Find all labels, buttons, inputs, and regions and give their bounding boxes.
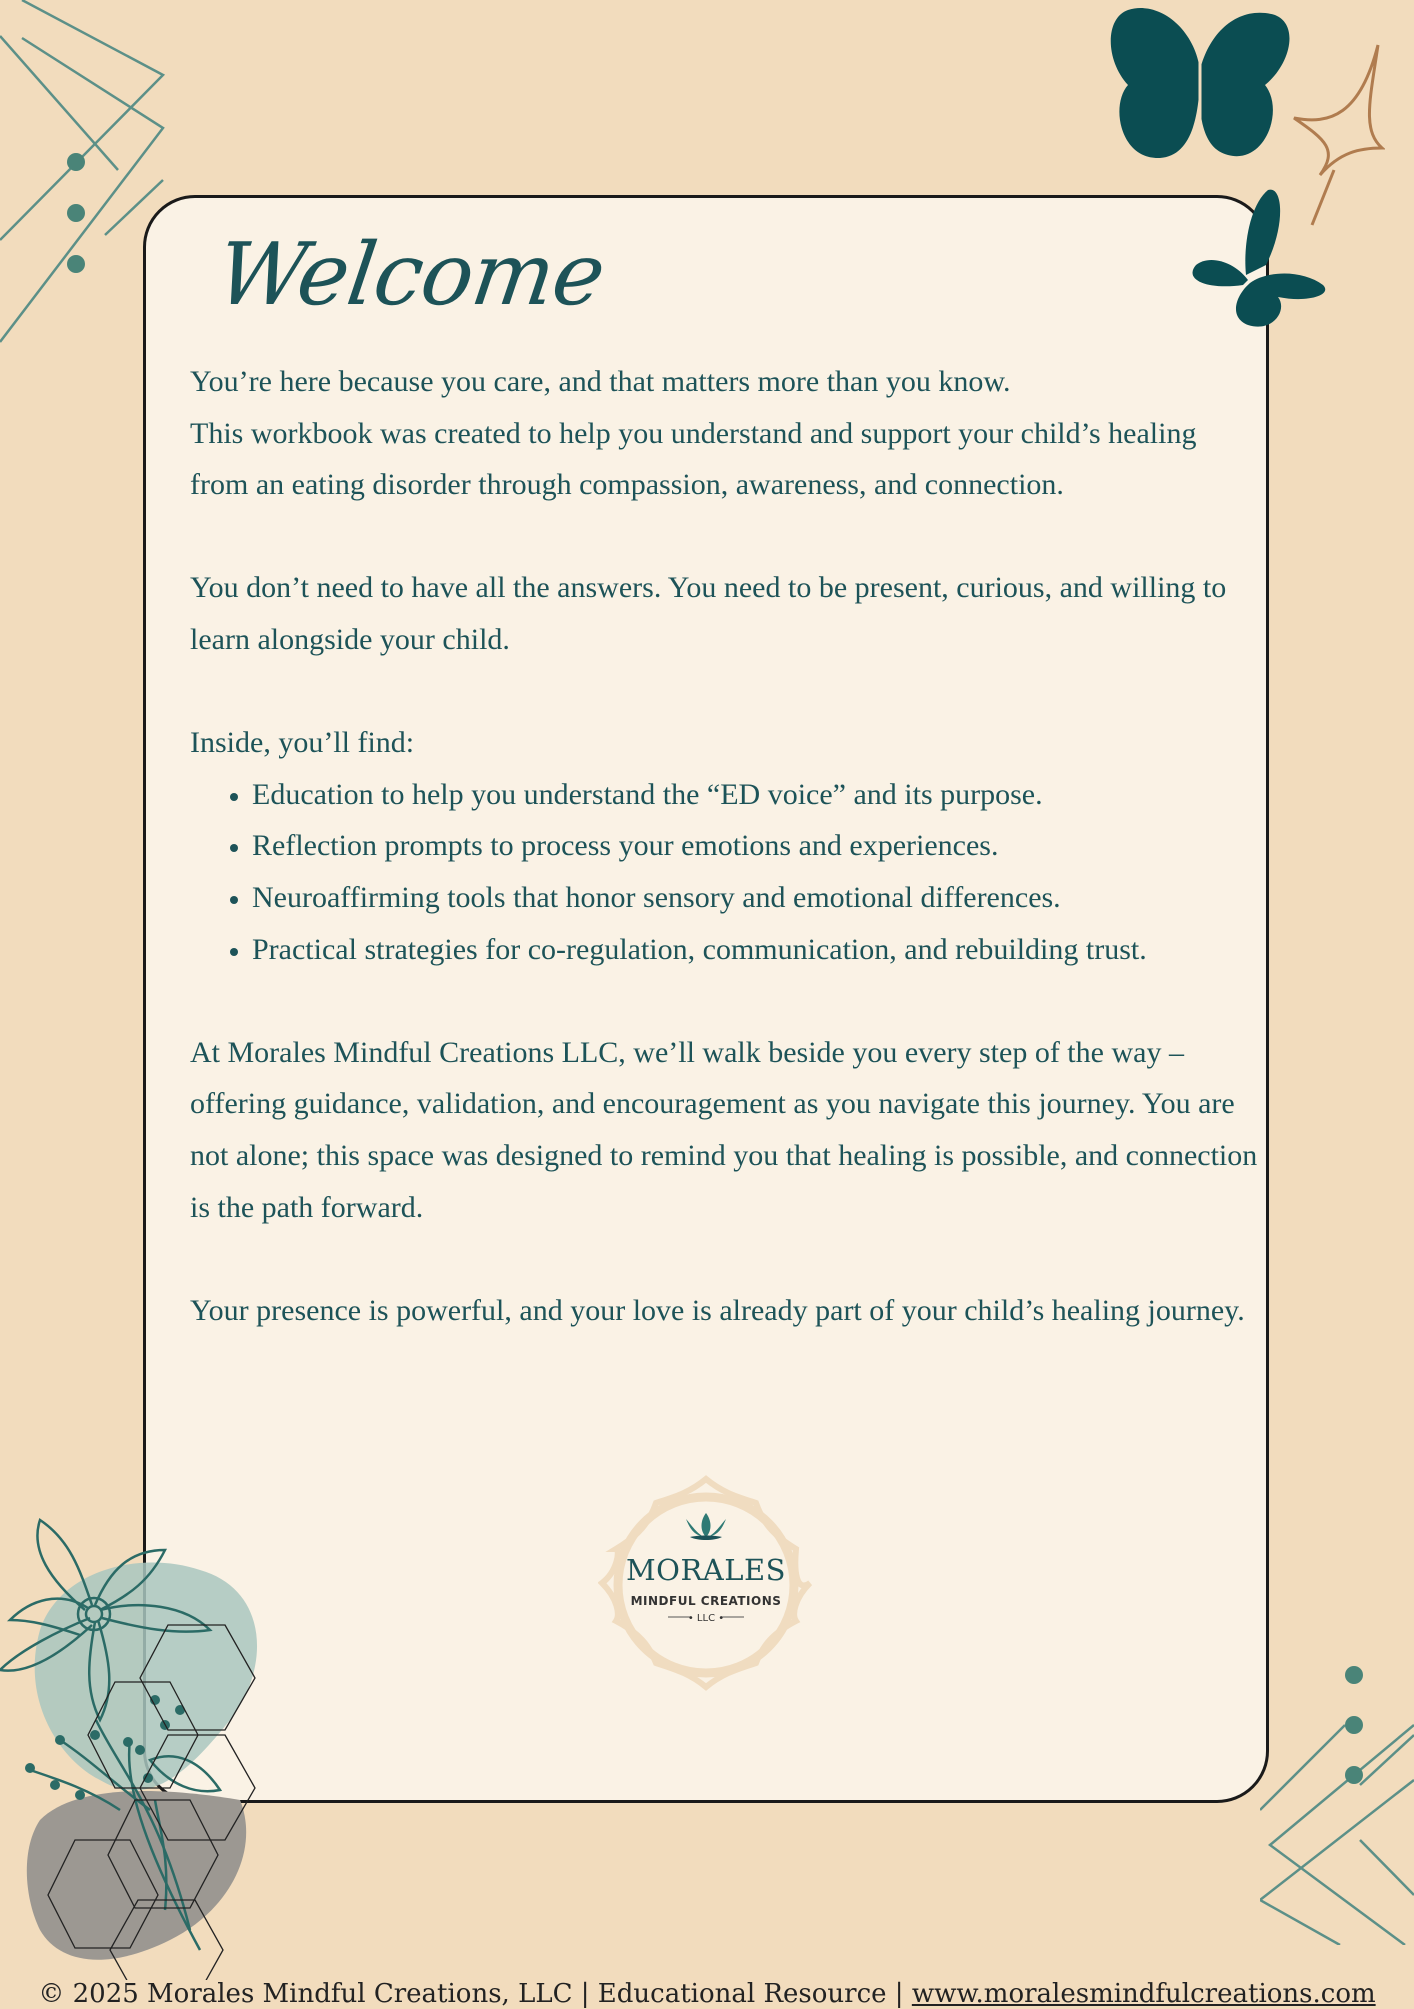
lotus-icon xyxy=(686,1513,726,1540)
closing-paragraph: Your presence is powerful, and your love is already part of your child’s healing journey. xyxy=(190,1293,1245,1327)
intro-paragraph: This workbook was created to help you understand and support your child’s healing from an eating disorder through compassion, awareness, and connection. xyxy=(190,416,1197,502)
inside-heading: Inside, you’ll find: xyxy=(190,726,415,760)
logo-subtitle: MINDFUL CREATIONS xyxy=(630,1594,782,1608)
footer-copyright: © 2025 Morales Mindful Creations, LLC | Educational Resource | xyxy=(38,1979,912,2009)
list-item: • Education to help you understand the “ED voice” and its purpose. xyxy=(252,769,1280,821)
corner-lines-bottom-right xyxy=(1260,1645,1414,1945)
footer-website-link[interactable]: www.moralesmindfulcreations.com xyxy=(911,1979,1376,2009)
list-item: • Practical strategies for co-regulation, communication, and rebuilding trust. xyxy=(252,924,1280,976)
footer xyxy=(0,1979,1414,2009)
welcome-body xyxy=(190,356,1280,1336)
intro-line: You’re here because you care, and that matters more than you know. xyxy=(190,365,1011,398)
logo-llc: • LLC • xyxy=(687,1613,725,1624)
list-item: • Neuroaffirming tools that honor sensory and emotional differences. xyxy=(252,872,1280,924)
inside-list xyxy=(190,769,1280,975)
butterfly-large-icon xyxy=(1100,0,1300,165)
floral-decoration xyxy=(0,1510,330,1980)
list-item: • Reflection prompts to process your emotions and experiences. xyxy=(252,820,1280,872)
reassurance-paragraph: You don’t need to have all the answers. You need to be present, curious, and willing to learn alongside your child. xyxy=(190,571,1227,656)
logo-name: MORALES xyxy=(625,1553,787,1587)
support-paragraph: At Morales Mindful Creations LLC, we’ll walk beside you every step of the way – offering guidance, validation, and encouragement as you navigate this journey. You are not alone; this space was designed to remind you that healing is possible, and connection is the path forward. xyxy=(190,1035,1258,1224)
butterfly-small-icon xyxy=(1188,185,1333,335)
page-title: Welcome xyxy=(210,225,611,325)
